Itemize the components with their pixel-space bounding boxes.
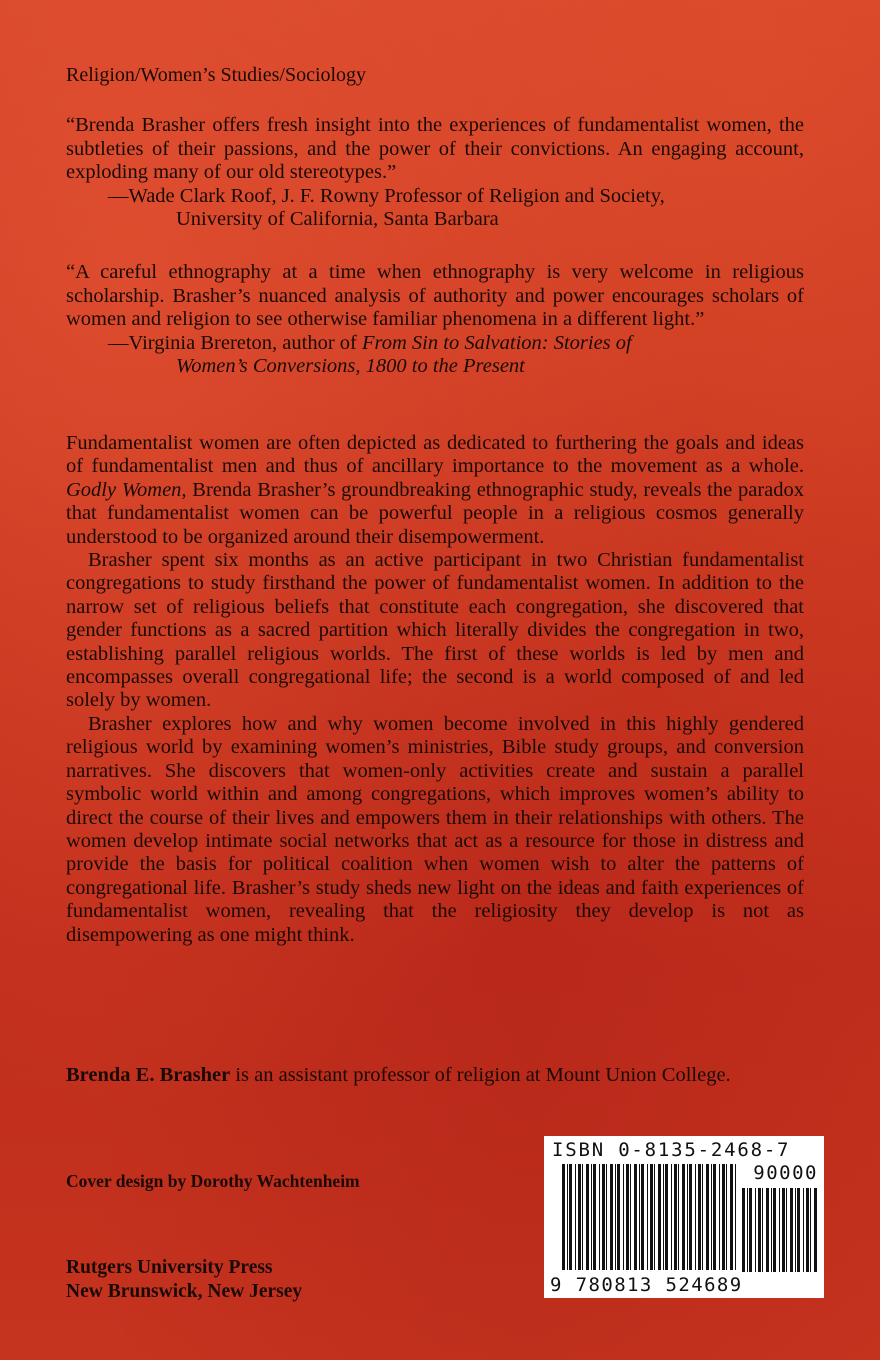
- barcode-bar: [713, 1164, 716, 1270]
- isbn-number: ISBN 0-8135-2468-7: [552, 1139, 791, 1161]
- endorsement-quote-1: [66, 114, 804, 232]
- ean-number: 9 780813 524689: [550, 1274, 743, 1296]
- barcode-bar: [795, 1188, 796, 1272]
- barcode-bar: [615, 1164, 616, 1270]
- barcode-bar: [602, 1164, 605, 1270]
- barcode-bar: [630, 1164, 631, 1270]
- barcode-bar: [766, 1188, 769, 1272]
- barcode-bar: [771, 1188, 772, 1272]
- barcode-bar: [698, 1164, 701, 1270]
- quote-1-attribution: [66, 185, 804, 232]
- barcode-bar: [647, 1164, 648, 1270]
- description-p1-start: Fundamentalist women are often depicted as dedicated to furthering the goals and ideas of fundamentalist men and thus of ancillary importance to the movement as a whole.: [66, 432, 804, 478]
- quote-2-book-title-line2: Women’s Conversions, 1800 to the Present: [176, 355, 525, 378]
- barcode-bar: [665, 1164, 668, 1270]
- quote-2-book-title-line1: From Sin to Salvation: Stories of: [362, 331, 632, 354]
- barcode-bar: [730, 1164, 733, 1270]
- quote-2-attribution: [66, 332, 804, 379]
- publisher-location: New Brunswick, New Jersey: [66, 1280, 303, 1302]
- description-paragraph-3: Brasher explores how and why women become involved in this highly gendered religious world by examining women’s ministries, Bible study groups, and conversion narratives. She discovers that women-only activities create and sustain a parallel symbolic world within and among congregations, which improves women’s ability to direct the course of their lives and empowers them in their relationships with others. The women develop intimate social networks that act as a resource for those in distress and provide the basis for political coalition when women wish to alter the patterns of congregational life. Brasher’s study sheds new light on the ideas and faith experiences of fundamentalist women, revealing that the religiosity they develop is not as disempowering as one might think.: [66, 712, 804, 946]
- isbn-barcode: [544, 1136, 824, 1298]
- quote-1-text: “Brenda Brasher offers fresh insight into the experiences of fundamentalist women, the subtleties of their passions, and the power of their convictions. An engaging account, exploding many of our old stereotypes.”: [66, 114, 804, 184]
- barcode-bar: [735, 1164, 736, 1270]
- barcode-bar: [810, 1188, 811, 1272]
- barcode-bar: [586, 1164, 589, 1270]
- barcode-bar: [803, 1188, 804, 1272]
- barcode-bar: [606, 1164, 607, 1270]
- barcode-bar: [742, 1188, 745, 1272]
- barcode-bar: [593, 1164, 596, 1270]
- barcode-bar: [617, 1164, 620, 1270]
- barcode-bar: [641, 1164, 644, 1270]
- barcode-bar: [610, 1164, 613, 1270]
- barcode-bar: [674, 1164, 677, 1270]
- barcode-bar: [722, 1164, 725, 1270]
- barcode-bar: [806, 1188, 809, 1272]
- barcode-bar: [782, 1188, 785, 1272]
- barcode-bar: [562, 1164, 565, 1270]
- quote-2-text: “A careful ethnography at a time when ethnography is very welcome in religious scholarship. Brasher’s nuanced analysis of authority and power encourages scholars of women and religion to see otherwise familiar phenomena in a different light.”: [66, 261, 804, 331]
- barcode-bar: [762, 1188, 763, 1272]
- barcode-bar: [639, 1164, 640, 1270]
- addon-bars: [742, 1188, 818, 1272]
- description-paragraph-1: [66, 432, 804, 549]
- description-p1-end: Brenda Brasher’s groundbreaking ethnographic study, reveals the paradox that fundamentalist women can be powerful people in a religious cosmos generally understood to be organized around their disempowerment.: [66, 478, 804, 548]
- book-description: [66, 432, 804, 947]
- barcode-bar: [626, 1164, 629, 1270]
- barcode-bar: [706, 1164, 709, 1270]
- quote-1-attribution-line1: —Wade Clark Roof, J. F. Rowny Professor of Religion and Society,: [108, 184, 665, 207]
- barcode-bar: [702, 1164, 703, 1270]
- barcode-bar: [650, 1164, 653, 1270]
- barcode-bar: [567, 1164, 568, 1270]
- endorsement-quote-2: [66, 261, 804, 379]
- barcode-bar: [797, 1188, 800, 1272]
- author-bio-text: is an assistant professor of religion at Mount Union College.: [230, 1064, 731, 1086]
- barcode-bar: [663, 1164, 664, 1270]
- barcode-bar: [575, 1164, 576, 1270]
- barcode-bar: [711, 1164, 712, 1270]
- cover-credit: Cover design by Dorothy Wachtenheim: [66, 1171, 360, 1191]
- price-code: 90000: [753, 1162, 818, 1184]
- barcode-bar: [779, 1188, 780, 1272]
- barcode-bar: [689, 1164, 692, 1270]
- barcode-bar: [582, 1164, 583, 1270]
- barcode-bar: [758, 1188, 761, 1272]
- quote-2-attribution-prefix: —Virginia Brereton, author of: [108, 331, 363, 354]
- barcode-bar: [786, 1188, 787, 1272]
- author-bio: [66, 1064, 804, 1088]
- barcode-bar: [623, 1164, 624, 1270]
- barcode-bar: [654, 1164, 655, 1270]
- publisher-name: Rutgers University Press: [66, 1257, 273, 1278]
- barcode-bar: [578, 1164, 581, 1270]
- barcode-bar: [634, 1164, 637, 1270]
- barcode-bar: [591, 1164, 592, 1270]
- barcode-bar: [569, 1164, 572, 1270]
- barcode-bar: [719, 1164, 720, 1270]
- barcode-bar: [726, 1164, 727, 1270]
- barcode-bar: [687, 1164, 688, 1270]
- category-label: Religion/Women’s Studies/Sociology: [66, 64, 367, 86]
- quote-1-attribution-line2: University of California, Santa Barbara: [176, 208, 499, 231]
- barcode-bar: [678, 1164, 679, 1270]
- description-book-title: Godly Women,: [66, 478, 187, 501]
- barcode-bar: [814, 1188, 817, 1272]
- barcode-bar: [695, 1164, 696, 1270]
- barcode-bar: [599, 1164, 600, 1270]
- barcode-bar: [658, 1164, 661, 1270]
- barcode-bar: [747, 1188, 748, 1272]
- barcode-bar: [773, 1188, 776, 1272]
- barcode-bar: [682, 1164, 685, 1270]
- author-name: Brenda E. Brasher: [66, 1064, 231, 1086]
- barcode-bar: [790, 1188, 793, 1272]
- barcode-bar: [671, 1164, 672, 1270]
- barcode-bar: [755, 1188, 756, 1272]
- barcode-bar: [749, 1188, 752, 1272]
- ean-bars: [562, 1164, 738, 1270]
- description-paragraph-2: Brasher spent six months as an active participant in two Christian fundamentalist congregations to study firsthand the power of fundamentalist women. In addition to the narrow set of religious beliefs that constitute each congregation, she discovered that gender functions as a sacred partition which literally divides the congregation in two, establishing parallel religious worlds. The first of these worlds is led by men and encompasses overall congregational life; the second is a world composed of and led solely by women.: [66, 549, 804, 712]
